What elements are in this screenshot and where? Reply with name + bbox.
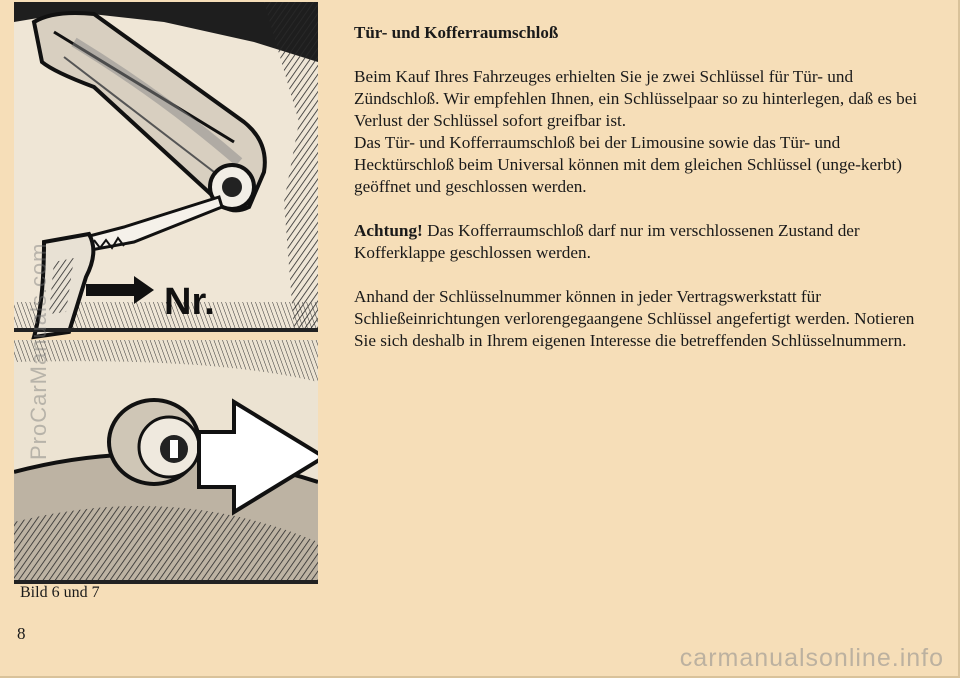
- illustration-panel: [14, 2, 318, 584]
- watermark-side: ProCarManuals.com: [26, 242, 51, 460]
- page-number: 8: [17, 624, 26, 643]
- key-number-label: Nr.: [164, 281, 215, 323]
- paragraph-warning: [354, 220, 934, 264]
- figure-6-door-handle: [14, 2, 318, 337]
- warning-label: Achtung!: [354, 221, 423, 240]
- watermark-bottom: carmanualsonline.info: [679, 644, 944, 672]
- section-heading: Tür- und Kofferraumschloß: [354, 23, 559, 42]
- warning-text: Das Kofferraumschloß darf nur im verschlossenen Zustand der Kofferklappe geschlossen werden.: [354, 221, 860, 262]
- text-column: [354, 22, 934, 352]
- figure-caption: Bild 6 und 7: [20, 584, 100, 601]
- figure-7-trunk-lock: [14, 340, 318, 584]
- paragraph-same-key: Das Tür- und Kofferraumschloß bei der Limousine sowie das Tür- und Hecktürschloß beim Universal können mit dem gleichen Schlüssel (unge-kerbt) geöffnet und geschlossen werden.: [354, 133, 902, 196]
- paragraph-key-number: Anhand der Schlüsselnummer können in jeder Vertragswerkstatt für Schließeinrichtungen verlorengegaangene Schlüssel angefertigt werden. Notieren Sie sich deshalb in Ihrem eigenen Interesse die betreffenden Schlüsselnummern.: [354, 287, 915, 350]
- paragraph-keys: Beim Kauf Ihres Fahrzeuges erhielten Sie je zwei Schlüssel für Tür- und Zündschloß. Wir empfehlen Ihnen, ein Schlüsselpaar so zu hinterlegen, daß es bei Verlust der Schlüssel sofort greifbar ist.: [354, 67, 918, 130]
- door-and-trunk-lock-illustration: [14, 2, 318, 584]
